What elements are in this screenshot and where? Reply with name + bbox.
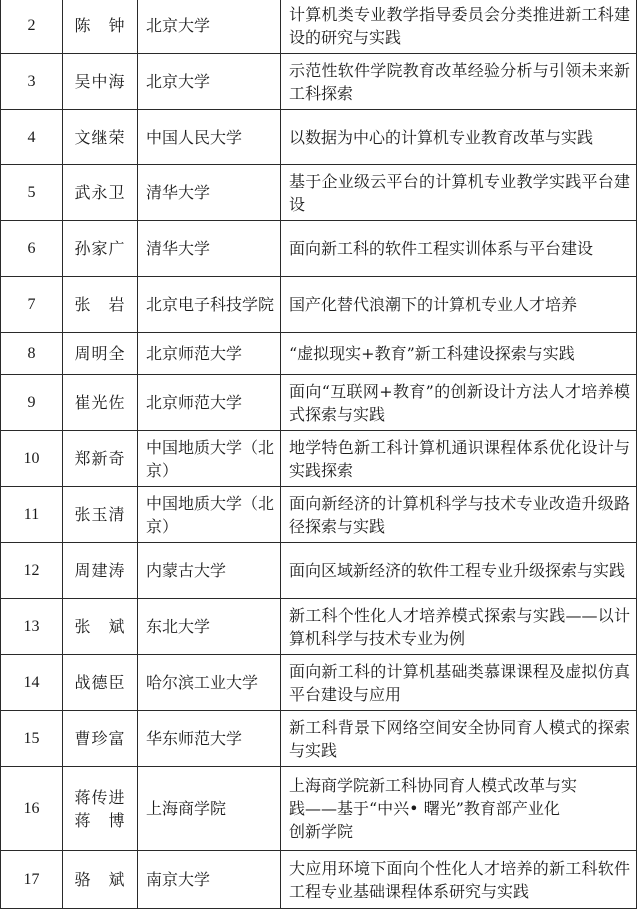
table-row xyxy=(1,767,637,851)
applicant-name: 武永卫 xyxy=(63,165,138,221)
project-title: 面向区域新经济的软件工程专业升级探索与实践 xyxy=(281,543,637,599)
table-row xyxy=(1,277,637,333)
table-row xyxy=(1,851,637,909)
row-number: 8 xyxy=(1,333,63,375)
project-title: 基于企业级云平台的计算机专业教学实践平台建设 xyxy=(281,165,637,221)
project-title: 新工科背景下网络空间安全协同育人模式的探索与实践 xyxy=(281,711,637,767)
row-number: 7 xyxy=(1,277,63,333)
project-title: “虚拟现实+教育”新工科建设探索与实践 xyxy=(281,333,637,375)
project-title: 大应用环境下面向个性化人才培养的新工科软件工程专业基础课程体系研究与实践 xyxy=(281,851,637,909)
row-number: 9 xyxy=(1,375,63,431)
institution: 中国地质大学（北京） xyxy=(138,487,281,543)
table-row xyxy=(1,0,637,54)
table-row xyxy=(1,543,637,599)
table-row xyxy=(1,333,637,375)
applicant-name: 吴中海 xyxy=(63,54,138,110)
row-number: 14 xyxy=(1,655,63,711)
row-number: 10 xyxy=(1,431,63,487)
row-number: 6 xyxy=(1,221,63,277)
row-number: 5 xyxy=(1,165,63,221)
row-number: 3 xyxy=(1,54,63,110)
applicant-name: 张 岩 xyxy=(63,277,138,333)
table-row xyxy=(1,655,637,711)
applicant-name: 陈 钟 xyxy=(63,0,138,54)
table-row xyxy=(1,487,637,543)
row-number: 4 xyxy=(1,110,63,165)
institution: 清华大学 xyxy=(138,165,281,221)
project-title: 示范性软件学院教育改革经验分析与引领未来新工科探索 xyxy=(281,54,637,110)
institution: 华东师范大学 xyxy=(138,711,281,767)
institution: 中国人民大学 xyxy=(138,110,281,165)
project-title: 面向新工科的软件工程实训体系与平台建设 xyxy=(281,221,637,277)
applicant-name: 骆 斌 xyxy=(63,851,138,909)
table-row xyxy=(1,110,637,165)
applicant-name: 孙家广 xyxy=(63,221,138,277)
institution: 北京电子科技学院 xyxy=(138,277,281,333)
institution: 清华大学 xyxy=(138,221,281,277)
row-number: 2 xyxy=(1,0,63,54)
applicant-name: 郑新奇 xyxy=(63,431,138,487)
table-row xyxy=(1,375,637,431)
table-row xyxy=(1,599,637,655)
project-title: 面向“互联网+教育”的创新设计方法人才培养模式探索与实践 xyxy=(281,375,637,431)
applicant-name: 周明全 xyxy=(63,333,138,375)
project-title: 地学特色新工科计算机通识课程体系优化设计与实践探索 xyxy=(281,431,637,487)
table-row xyxy=(1,221,637,277)
institution: 上海商学院 xyxy=(138,767,281,851)
table-row xyxy=(1,54,637,110)
applicant-name: 崔光佐 xyxy=(63,375,138,431)
institution: 哈尔滨工业大学 xyxy=(138,655,281,711)
table-row xyxy=(1,431,637,487)
institution: 北京师范大学 xyxy=(138,375,281,431)
row-number: 12 xyxy=(1,543,63,599)
row-number: 15 xyxy=(1,711,63,767)
table-row xyxy=(1,165,637,221)
table-row xyxy=(1,711,637,767)
applicant-name: 文继荣 xyxy=(63,110,138,165)
project-title: 计算机类专业教学指导委员会分类推进新工科建设的研究与实践 xyxy=(281,0,637,54)
institution: 东北大学 xyxy=(138,599,281,655)
project-title: 面向新经济的计算机科学与技术专业改造升级路径探索与实践 xyxy=(281,487,637,543)
applicant-name: 战德臣 xyxy=(63,655,138,711)
institution: 北京大学 xyxy=(138,0,281,54)
project-title: 新工科个性化人才培养模式探索与实践——以计算机科学与技术专业为例 xyxy=(281,599,637,655)
row-number: 13 xyxy=(1,599,63,655)
institution: 内蒙古大学 xyxy=(138,543,281,599)
project-title: 国产化替代浪潮下的计算机专业人才培养 xyxy=(281,277,637,333)
applicant-name: 张玉清 xyxy=(63,487,138,543)
row-number: 17 xyxy=(1,851,63,909)
applicant-name: 曹珍富 xyxy=(63,711,138,767)
institution: 南京大学 xyxy=(138,851,281,909)
institution: 北京师范大学 xyxy=(138,333,281,375)
row-number: 16 xyxy=(1,767,63,851)
project-title: 以数据为中心的计算机专业教育改革与实践 xyxy=(281,110,637,165)
institution: 中国地质大学（北京） xyxy=(138,431,281,487)
applicant-name: 张 斌 xyxy=(63,599,138,655)
row-number: 11 xyxy=(1,487,63,543)
project-title: 上海商学院新工科协同育人模式改革与实 践——基于“中兴• 曙光”教育部产业化 创新学院 xyxy=(281,767,637,851)
applicant-names: 蒋传进 蒋 博 xyxy=(63,767,138,851)
institution: 北京大学 xyxy=(138,54,281,110)
applicant-name: 周建涛 xyxy=(63,543,138,599)
project-title: 面向新工科的计算机基础类慕课课程及虚拟仿真平台建设与应用 xyxy=(281,655,637,711)
